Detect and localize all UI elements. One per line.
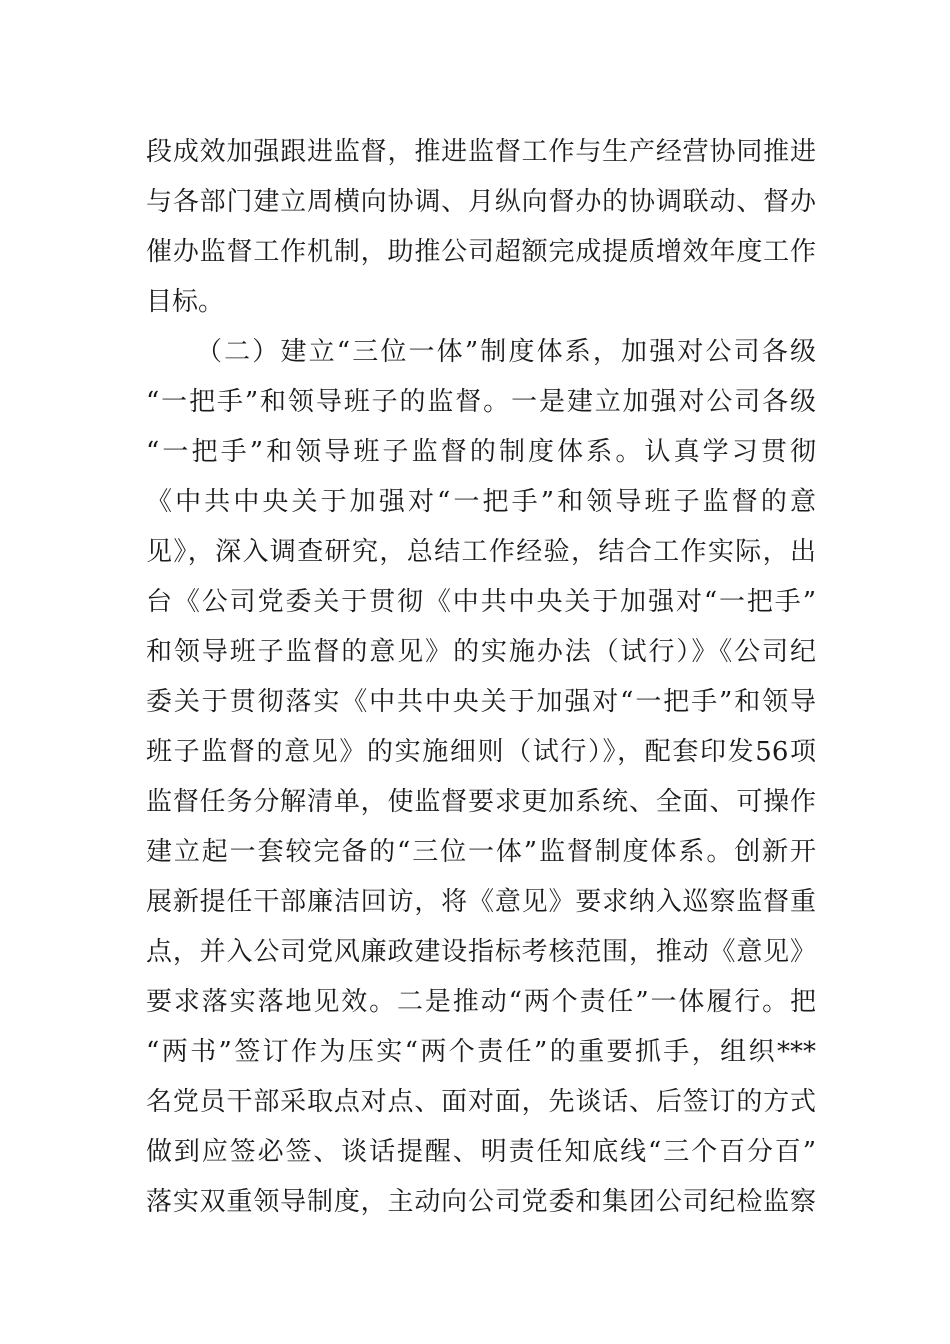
- text-line-18: 要求落实落地见效。二是推动“两个责任”一体履行。把: [146, 987, 816, 1017]
- text-line-10: 台《公司党委关于贯彻《中共中央关于加强对“一把手”: [146, 587, 816, 617]
- text-line-4: 目标。: [146, 287, 225, 317]
- text-line-6: “一把手”和领导班子的监督。一是建立加强对公司各级: [146, 387, 816, 417]
- text-line-22: 落实双重领导制度，主动向公司党委和集团公司纪检监察: [146, 1187, 816, 1217]
- text-line-19: “两书”签订作为压实“两个责任”的重要抓手，组织***: [146, 1037, 816, 1067]
- text-line-20: 名党员干部采取点对点、面对面，先谈话、后签订的方式: [146, 1087, 816, 1117]
- text-line-17: 点，并入公司党风廉政建设指标考核范围，推动《意见》: [146, 937, 816, 967]
- text-line-13: 班子监督的意见》的实施细则（试行）》，配套印发56项: [146, 737, 816, 767]
- text-line-3: 催办监督工作机制，助推公司超额完成提质增效年度工作: [146, 237, 816, 267]
- text-line-2: 与各部门建立周横向协调、月纵向督办的协调联动、督办: [146, 187, 816, 217]
- text-line-11: 和领导班子监督的意见》的实施办法（试行）》《公司纪: [146, 637, 816, 667]
- text-line-9: 见》，深入调查研究，总结工作经验，结合工作实际，出: [146, 537, 816, 567]
- text-line-12: 委关于贯彻落实《中共中央关于加强对“一把手”和领导: [146, 687, 816, 717]
- text-line-7: “一把手”和领导班子监督的制度体系。认真学习贯彻: [146, 437, 816, 467]
- text-line-15: 建立起一套较完备的“三位一体”监督制度体系。创新开: [146, 837, 816, 867]
- text-line-14: 监督任务分解清单，使监督要求更加系统、全面、可操作: [146, 787, 816, 817]
- text-line-21: 做到应签必签、谈话提醒、明责任知底线“三个百分百”: [146, 1137, 816, 1167]
- text-line-1: 段成效加强跟进监督，推进监督工作与生产经营协同推进: [146, 137, 816, 167]
- text-line-8: 《中共中央关于加强对“一把手”和领导班子监督的意: [146, 487, 816, 517]
- section-heading-line: （二）建立“三位一体”制度体系，加强对公司各级: [196, 337, 816, 367]
- text-line-16: 展新提任干部廉洁回访，将《意见》要求纳入巡察监督重: [146, 887, 816, 917]
